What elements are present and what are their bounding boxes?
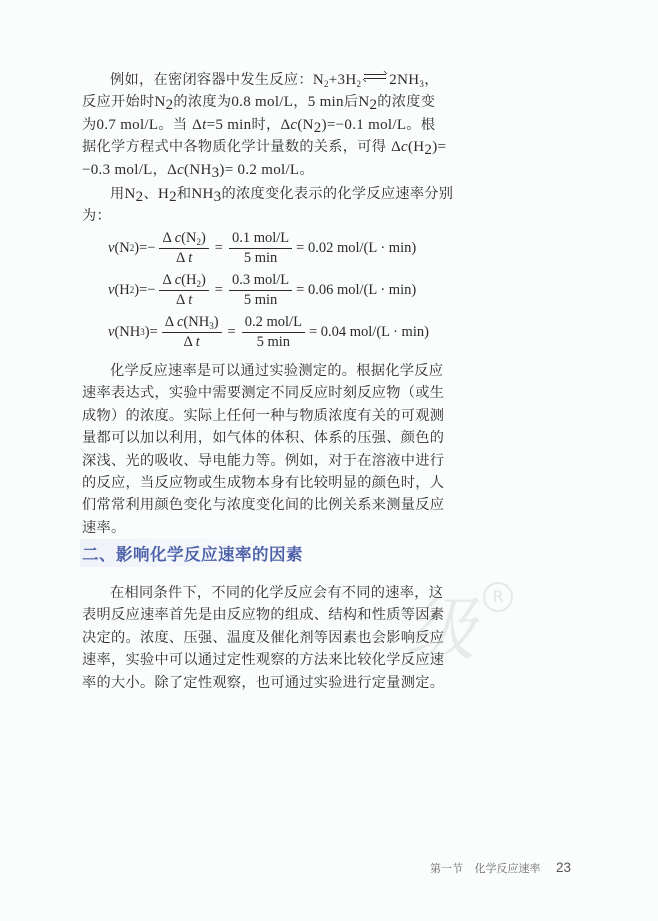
result: = 0.04 mol/(L · min) <box>308 323 429 340</box>
text-line <box>82 159 418 181</box>
text-run: Δ <box>280 116 291 133</box>
formula-rate-n2: v ( N 2 )=− $\frac{\Delta c(N_2)}{\text{Δ t}}$ = $\frac{\text{0.1 mol/L}}{5 \min}$ = 0.02 mol/(L · min) <box>108 229 417 266</box>
text-run: N <box>119 239 130 256</box>
watermark-logo-icon: 级 <box>405 589 475 671</box>
subscript: 2 <box>369 97 378 114</box>
equals-sign: = <box>214 281 223 298</box>
fraction-values <box>242 314 305 351</box>
text-line: 的反应，当反应物或生成物本身有比较明显的颜色时，人 <box>82 474 445 491</box>
text-run: 反应开始时 <box>82 94 155 111</box>
text-line: 决定的。浓度、压强、温度及催化剂等因素也会影响反应 <box>82 629 445 646</box>
numerator: 0.1 mol/L <box>229 230 292 249</box>
text-run: H <box>157 186 170 202</box>
text-line: 速率，实验中可以通过定性观察的方法来比较化学反应速 <box>82 652 445 669</box>
text-run: 的浓度为 <box>173 94 232 111</box>
footer-chapter-title: 化学反应速率 <box>474 862 541 875</box>
footer-section-label: 第一节 <box>430 862 463 875</box>
text-run: t <box>202 116 207 133</box>
result: = 0.06 mol/(L · min) <box>296 281 417 298</box>
text-line: 率的大小。除了定性观察，也可通过实验进行定量测定。 <box>82 674 445 691</box>
text-line <box>82 91 436 114</box>
text-run: )= <box>144 323 158 340</box>
text-run: c <box>174 229 182 246</box>
text-run: c <box>176 313 184 330</box>
text-run: )=− <box>134 239 156 256</box>
subscript: 3 <box>209 320 214 331</box>
text-run: Δ <box>162 229 172 246</box>
text-run: 和 <box>176 186 192 202</box>
formula-rate-nh3: v ( NH 3 )= $\frac{\Delta c(NH_3)}{\text{Δ t}}$ = $\frac{\text{0.2 mol/L}}{5 \min}$ = 0.04 mol/(L · min) <box>108 313 429 350</box>
numerator: 0.3 mol/L <box>229 272 292 291</box>
paragraph-example-reaction <box>82 69 447 181</box>
subscript: 2 <box>165 97 174 114</box>
text-line: 量都可以加以利用，如气体的体积、体系的压强、颜色的 <box>82 430 445 447</box>
text-run: 。 <box>299 161 314 178</box>
text-run: ) <box>213 313 219 330</box>
text-run: 、 <box>143 186 158 202</box>
text-run: (H <box>181 271 197 288</box>
text-run: ， <box>293 94 308 111</box>
text-run: NH <box>191 186 214 202</box>
text-run: 时， <box>251 116 281 133</box>
text-run: Δ <box>162 271 172 288</box>
registered-mark-icon: R <box>483 582 513 612</box>
text-run: 。当 <box>158 116 193 133</box>
text-run: t <box>195 333 200 350</box>
text-run: )= 0.2 mol/L <box>219 161 300 178</box>
text-run: (H <box>407 139 425 156</box>
text-run: 例如，在密闭容器中发生反应： <box>110 72 313 88</box>
subscript: 2 <box>424 142 433 159</box>
text-run: 的浓度变 <box>377 94 436 111</box>
paragraph-rate-measurement <box>82 360 445 539</box>
fraction-values <box>229 272 292 309</box>
subscript: 3 <box>211 164 220 181</box>
text-line <box>82 136 447 159</box>
text-run: 0.8 mol/L <box>231 94 294 111</box>
text-run: t <box>188 291 193 308</box>
equals-sign: = <box>227 323 236 340</box>
subscript: 2 <box>169 189 177 205</box>
fraction-delta-c-over-delta-t <box>159 230 208 267</box>
paragraph-rate-factors <box>82 582 445 694</box>
text-run: N <box>124 186 136 202</box>
text-line: 速率。 <box>82 519 126 536</box>
text-run: H <box>119 281 130 298</box>
subscript: 2 <box>196 278 201 289</box>
text-run: t <box>188 249 193 266</box>
text-line <box>82 69 439 91</box>
numerator: 0.2 mol/L <box>242 314 305 333</box>
text-run: 据化学方程式中各物质化学计量数的关系，可得 <box>82 139 392 156</box>
text-line: 成物）的浓度。实际上任何一种与物质浓度有关的可观测 <box>82 407 445 424</box>
text-run: ， <box>424 72 439 88</box>
text-line: 深浅、光的吸收、导电能力等。例如，对于在溶液中进行 <box>82 452 445 469</box>
text-run: N <box>312 72 324 88</box>
text-run: (N <box>181 229 197 246</box>
text-run: 5 min <box>307 94 344 111</box>
page-number: 23 <box>556 860 572 875</box>
subscript: 2 <box>196 236 201 247</box>
text-run: ， <box>152 161 168 178</box>
formula-inline <box>313 72 424 88</box>
text-run: 的浓度变化表示的化学反应速率分别 <box>221 186 454 202</box>
text-run: Δ <box>192 116 203 133</box>
text-line: 们常常利用颜色变化与浓度变化间的比例关系来测量反应 <box>82 497 445 514</box>
fraction-delta-c-over-delta-t <box>162 314 222 351</box>
text-run: )=− <box>134 281 156 298</box>
page-footer <box>430 860 571 876</box>
text-run: (NH <box>183 313 210 330</box>
text-run: Δ <box>164 313 175 330</box>
fraction-values <box>229 230 292 267</box>
text-run: Δ <box>183 333 193 350</box>
text-run: v <box>108 239 115 256</box>
text-run: (N <box>297 116 314 133</box>
text-run: 用 <box>110 186 125 202</box>
text-line: 速率表达式，实验中需要测定不同反应时刻反应物（或生 <box>82 385 445 402</box>
text-run: v <box>108 281 115 298</box>
text-run: c <box>177 161 185 178</box>
paragraph-rate-intro <box>82 183 454 228</box>
text-run: =5 min <box>206 116 252 133</box>
equilibrium-arrow-icon <box>362 73 388 81</box>
text-run: +3H <box>328 72 357 88</box>
text-run: 2NH <box>389 72 420 88</box>
text-run: 。根 <box>406 116 436 133</box>
denominator: 5 min <box>243 249 278 266</box>
fraction-delta-c-over-delta-t <box>159 272 208 309</box>
text-run: (NH <box>184 161 212 178</box>
text-line: 在相同条件下，不同的化学反应会有不同的速率，这 <box>110 585 444 601</box>
text-run: Δ <box>391 139 402 156</box>
text-run: ) <box>200 271 206 288</box>
formula-rate-h2: v ( H 2 )=− $\frac{\Delta c(H_2)}{\text{Δ t}}$ = $\frac{\text{0.3 mol/L}}{5 \min}$ = 0.06 mol/(L · min) <box>108 271 417 308</box>
text-run: 后 <box>343 94 359 111</box>
text-run: Δ <box>175 249 186 266</box>
text-run: ) <box>200 229 206 246</box>
text-run: )= <box>432 139 447 156</box>
text-run: 为 <box>82 116 97 133</box>
text-line <box>82 183 454 205</box>
text-run: Δ <box>167 161 178 178</box>
subscript: 2 <box>313 119 322 136</box>
text-line <box>82 205 418 227</box>
text-line: 表明反应速率首先是由反应物的组成、结构和性质等因素 <box>82 607 445 624</box>
text-run: c <box>174 271 182 288</box>
text-run: )=−0.1 mol/L <box>321 116 407 133</box>
text-line <box>82 114 436 136</box>
text-run: v <box>108 323 115 340</box>
result: = 0.02 mol/(L · min) <box>296 239 417 256</box>
denominator: 5 min <box>256 333 291 350</box>
text-line: 化学反应速率是可以通过实验测定的。根据化学反应 <box>110 363 444 379</box>
subscript: 2 <box>356 79 362 89</box>
text-run: 为： <box>82 208 111 225</box>
subscript: 3 <box>419 79 425 89</box>
text-run: N <box>154 94 166 111</box>
text-run: −0.3 mol/L <box>82 161 153 178</box>
text-run: c <box>290 116 298 133</box>
text-run: N <box>358 94 370 111</box>
denominator: 5 min <box>243 291 278 308</box>
equals-sign: = <box>214 239 223 256</box>
subscript: 3 <box>213 189 222 205</box>
subscript: 2 <box>323 79 329 89</box>
text-run: NH <box>119 323 141 340</box>
subscript: 2 <box>135 189 144 205</box>
section-heading: 二、影响化学反应速率的因素 <box>80 539 309 567</box>
text-run: Δ <box>175 291 186 308</box>
text-run: c <box>401 139 408 156</box>
text-run: 0.7 mol/L <box>96 116 159 133</box>
